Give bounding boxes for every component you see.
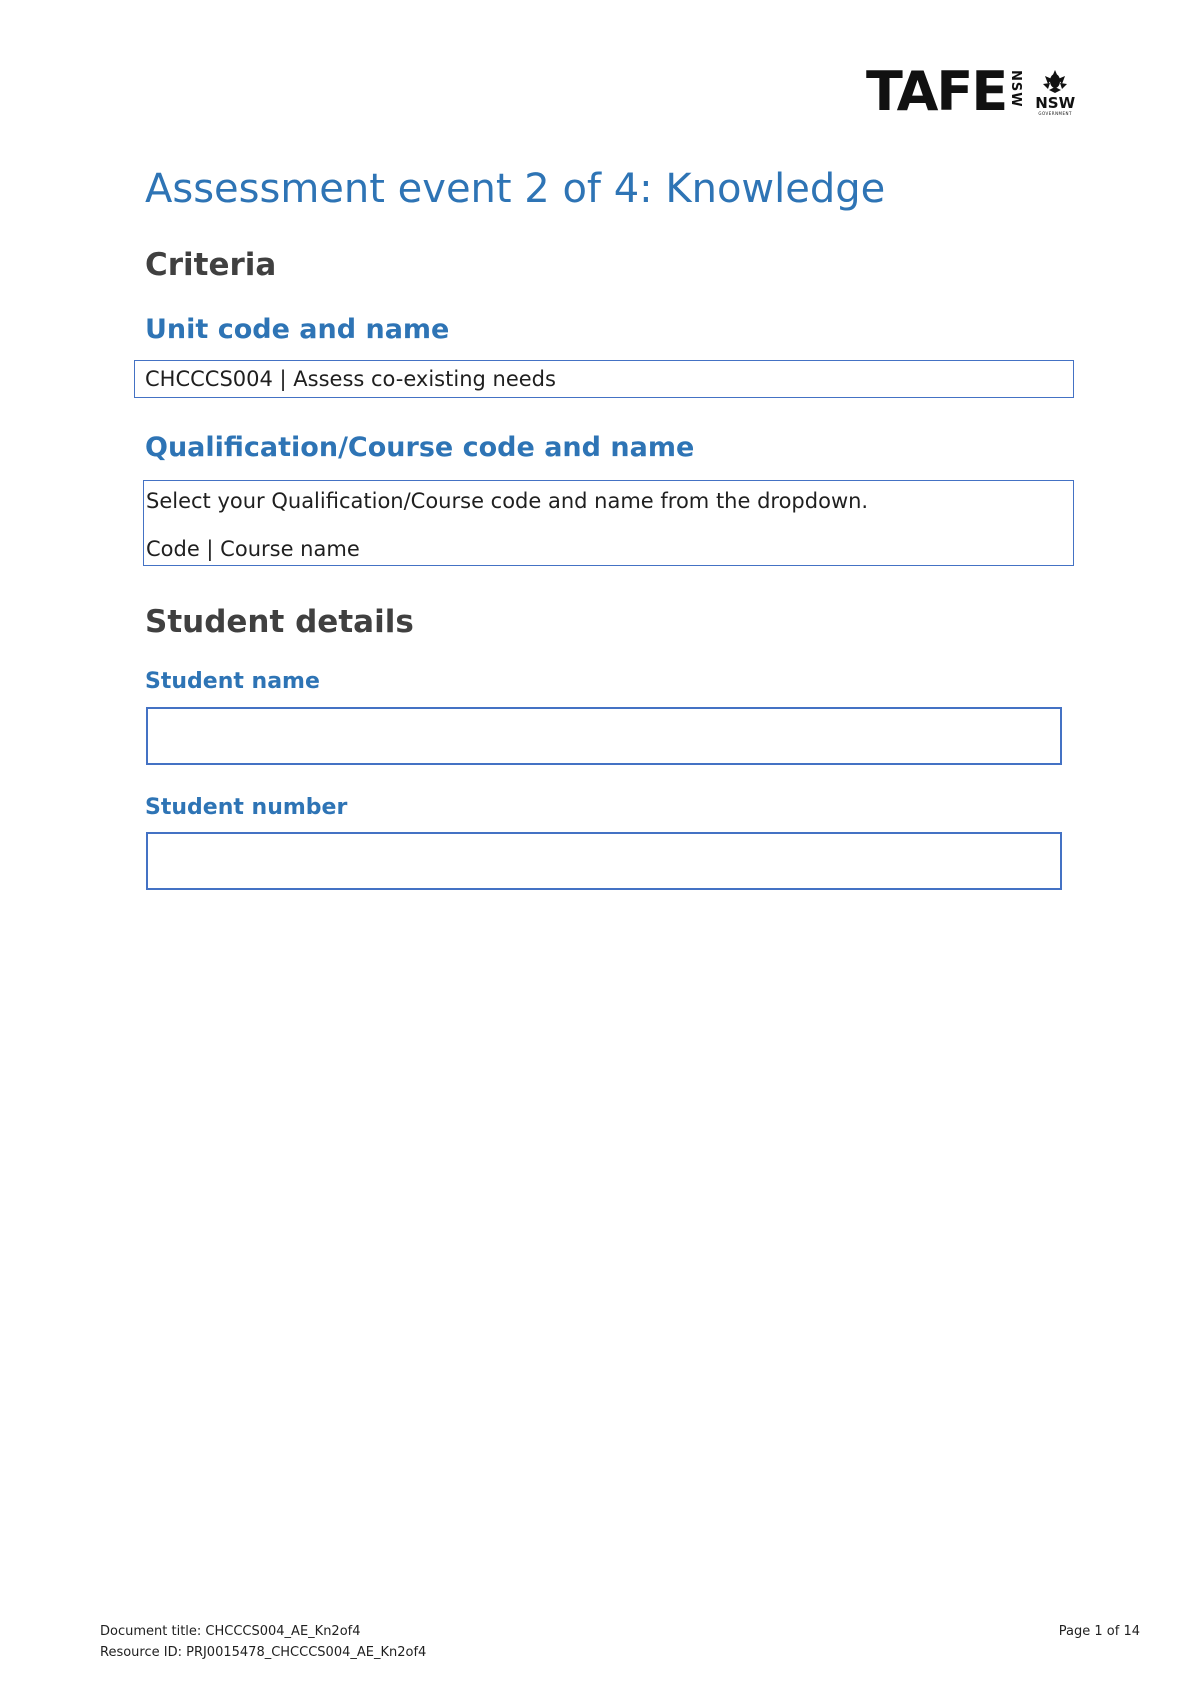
waratah-icon (1040, 68, 1070, 94)
unit-value: CHCCCS004 | Assess co-existing needs (145, 367, 556, 391)
footer-line-1 (100, 1624, 1140, 1639)
student-number-label: Student number (145, 795, 348, 820)
student-name-label: Student name (145, 669, 320, 694)
unit-heading: Unit code and name (145, 314, 450, 345)
student-number-field[interactable] (146, 832, 1062, 890)
footer-line-2 (100, 1645, 1140, 1660)
footer-document-title: Document title: CHCCCS004_AE_Kn2of4 (100, 1624, 361, 1639)
student-details-heading: Student details (145, 604, 414, 640)
criteria-heading: Criteria (145, 247, 277, 283)
logo-brand-side: NSW (1008, 70, 1024, 108)
nsw-government-logo (1035, 68, 1075, 116)
unit-box (134, 360, 1074, 398)
gov-name: NSW (1035, 94, 1076, 112)
page-title: Assessment event 2 of 4: Knowledge (145, 166, 886, 212)
footer-page-number: Page 1 of 14 (1058, 1624, 1140, 1639)
student-name-field[interactable] (146, 707, 1062, 765)
qualification-dropdown[interactable]: Code | Course name (146, 537, 360, 561)
qualification-box[interactable] (143, 480, 1074, 566)
gov-sub: GOVERNMENT (1038, 111, 1072, 116)
tafe-nsw-logo (866, 60, 1076, 123)
qualification-heading: Qualification/Course code and name (145, 432, 695, 463)
footer-resource-id: Resource ID: PRJ0015478_CHCCCS004_AE_Kn2of4 (100, 1645, 427, 1660)
logo-brand: TAFE (866, 60, 1007, 123)
qualification-instruction: Select your Qualification/Course code and name from the dropdown. (146, 489, 869, 513)
